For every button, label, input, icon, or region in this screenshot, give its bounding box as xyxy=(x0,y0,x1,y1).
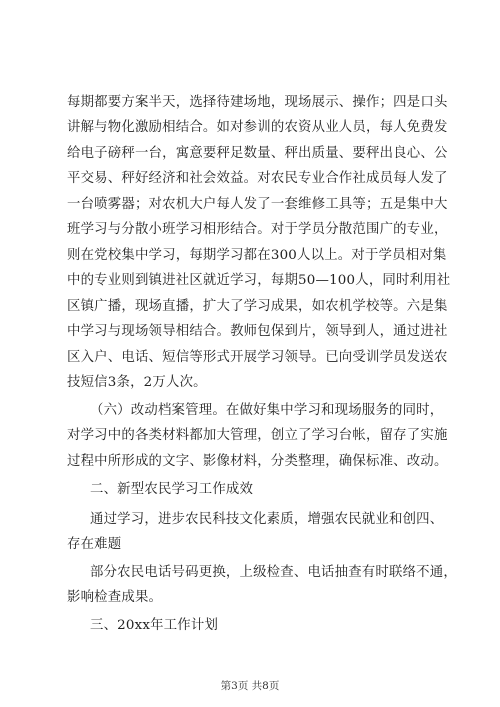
section-six-heading-line: （六）改动档案管理。在做好集中学习和现场服务的同时， xyxy=(90,403,444,418)
paragraph-line: 过程中所形成的文字、影像材料，分类整理，确保标准、改动。 xyxy=(67,454,448,469)
paragraph-line: 讲解与物化激励相结合。如对参训的农资从业人员，每人免费发 xyxy=(67,120,448,135)
page-footer: 第3页 共8页 xyxy=(220,680,280,692)
paragraph-line: 技短信3条，2万人次。 xyxy=(67,375,207,390)
paragraph-line: 每期都要方案半天，选择待建场地，现场展示、操作；四是口头 xyxy=(67,95,448,110)
section-heading-four: 存在难题 xyxy=(67,537,122,552)
section-heading-three: 三、20xx年工作计划 xyxy=(90,618,219,633)
paragraph-line: 则在党校集中学习，每期学习都在300人以上。对于学员相对集 xyxy=(67,248,447,263)
paragraph-line: 给电子磅秤一台，寓意要秤足数量、秤出质量、要秤出良心、公 xyxy=(67,146,448,161)
paragraph-line: 中的专业则到镇进社区就近学习，每期50—100人，同时利用社 xyxy=(67,273,451,288)
paragraph-line: 中学习与现场领导相结合。教师包保到片，领导到人，通过进社 xyxy=(67,324,448,339)
paragraph-line: 部分农民电话号码更换，上级检查、电话抽查有时联络不通， xyxy=(90,565,457,580)
paragraph-line: 区入户、电话、短信等形式开展学习领导。已向受训学员发送农 xyxy=(67,350,448,365)
paragraph-line: 通过学习，进步农民科技文化素质，增强农民就业和创四、 xyxy=(90,512,444,527)
paragraph-line: 一台喷雾器；对农机大户每人发了一套维修工具等；五是集中大 xyxy=(67,197,448,212)
paragraph-line: 班学习与分散小班学习相形结合。对于学员分散范围广的专业， xyxy=(67,222,448,237)
section-heading-two: 二、新型农民学习工作成效 xyxy=(90,482,254,497)
paragraph-line: 区镇广播，现场直播，扩大了学习成果，如农机学校等。六是集 xyxy=(67,299,448,314)
paragraph-line: 对学习中的各类材料都加大管理，创立了学习台帐，留存了实施 xyxy=(67,428,448,443)
paragraph-line: 平交易、秤好经济和社会效益。对农民专业合作社成员每人发了 xyxy=(67,171,448,186)
paragraph-line: 影响检查成果。 xyxy=(67,590,163,605)
